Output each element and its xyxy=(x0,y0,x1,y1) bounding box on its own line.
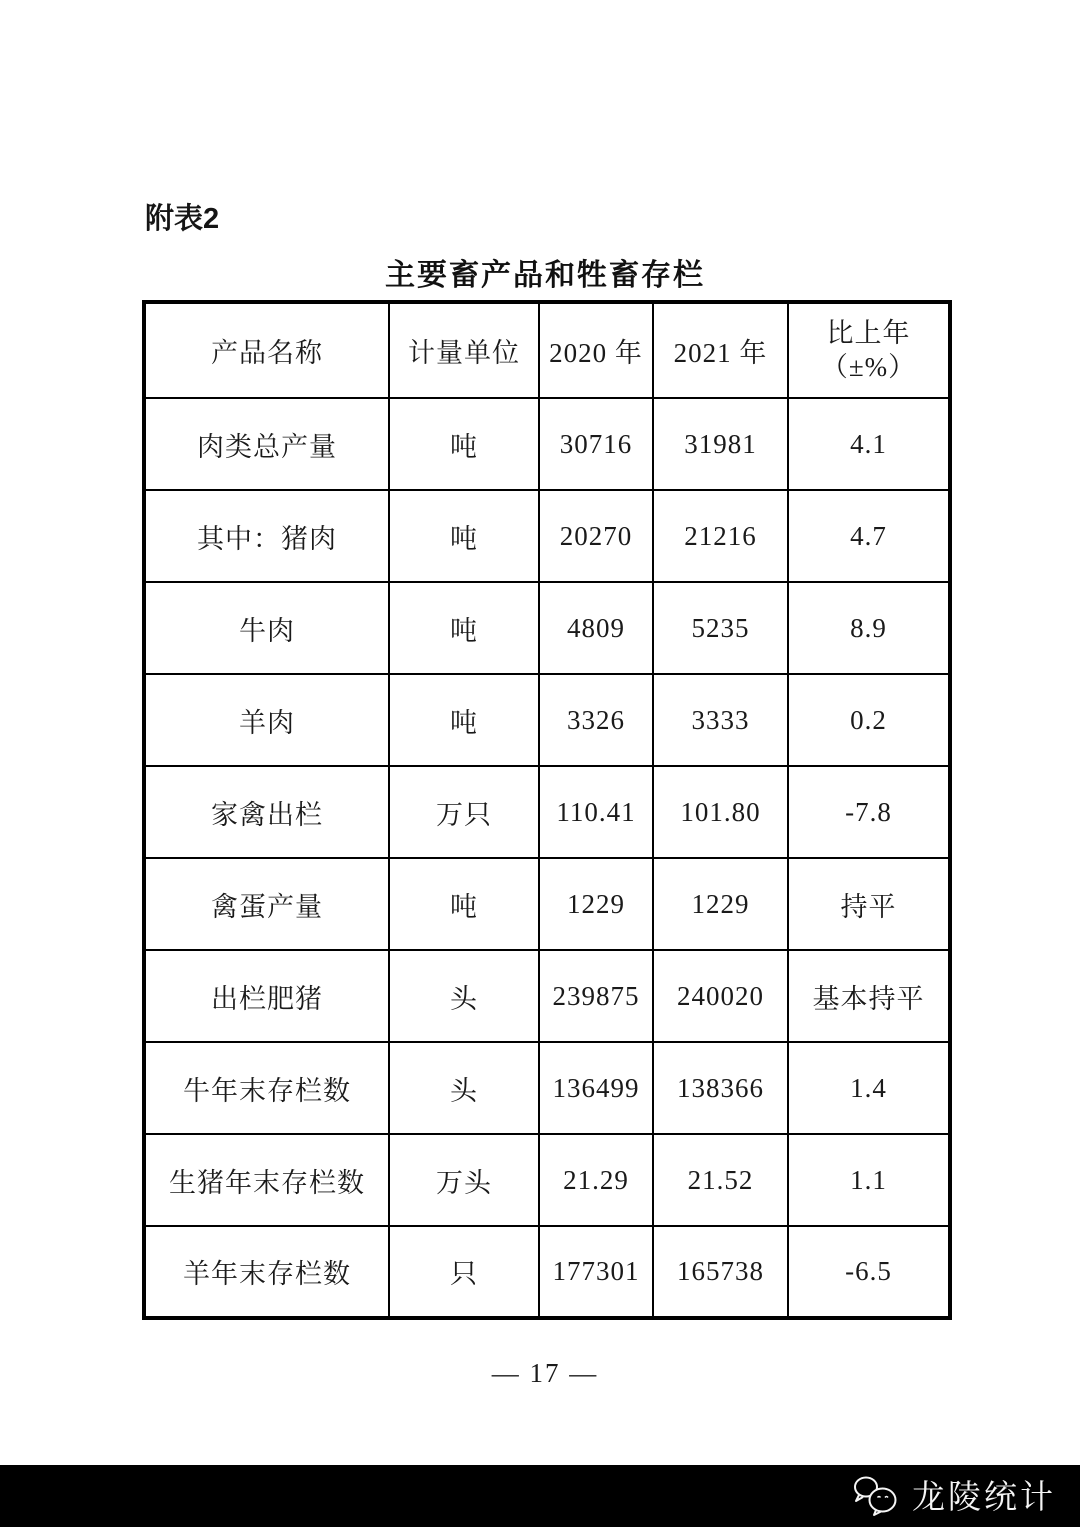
wechat-icon xyxy=(852,1474,900,1518)
cell-product-name: 羊肉 xyxy=(144,674,389,766)
table-title: 主要畜产品和牲畜存栏 xyxy=(385,259,705,292)
cell-product-name: 出栏肥猪 xyxy=(144,950,389,1042)
footer-bar xyxy=(0,1465,1080,1527)
cell-product-name: 肉类总产量 xyxy=(144,398,389,490)
cell-2020-value: 177301 xyxy=(539,1226,653,1318)
cell-2021-value: 1229 xyxy=(653,858,788,950)
cell-unit: 吨 xyxy=(389,858,539,950)
cell-2021-value: 240020 xyxy=(653,950,788,1042)
cell-2021-value: 5235 xyxy=(653,582,788,674)
cell-2020-value: 30716 xyxy=(539,398,653,490)
table-row xyxy=(144,1226,950,1318)
cell-unit: 头 xyxy=(389,1042,539,1134)
header-change-line2: （±%） xyxy=(820,351,917,382)
cell-product-name: 家禽出栏 xyxy=(144,766,389,858)
cell-2021-value: 3333 xyxy=(653,674,788,766)
header-year-2020: 2020 年 xyxy=(539,302,653,398)
cell-2021-value: 138366 xyxy=(653,1042,788,1134)
cell-product-name: 牛年末存栏数 xyxy=(144,1042,389,1134)
cell-change-value: -7.8 xyxy=(788,766,950,858)
table-row xyxy=(144,674,950,766)
header-product-name: 产品名称 xyxy=(144,302,389,398)
table-row xyxy=(144,858,950,950)
header-year-2021: 2021 年 xyxy=(653,302,788,398)
cell-2021-value: 21216 xyxy=(653,490,788,582)
cell-change-value: -6.5 xyxy=(788,1226,950,1318)
cell-change-value: 1.1 xyxy=(788,1134,950,1226)
cell-2020-value: 21.29 xyxy=(539,1134,653,1226)
table-row xyxy=(144,1134,950,1226)
cell-product-name: 羊年末存栏数 xyxy=(144,1226,389,1318)
cell-unit: 吨 xyxy=(389,674,539,766)
cell-2020-value: 136499 xyxy=(539,1042,653,1134)
livestock-products-table xyxy=(142,300,952,1320)
cell-2020-value: 20270 xyxy=(539,490,653,582)
cell-2020-value: 4809 xyxy=(539,582,653,674)
cell-change-value: 4.1 xyxy=(788,398,950,490)
cell-2020-value: 239875 xyxy=(539,950,653,1042)
cell-product-name: 生猪年末存栏数 xyxy=(144,1134,389,1226)
cell-2021-value: 21.52 xyxy=(653,1134,788,1226)
annex-label: 附表2 xyxy=(145,203,220,235)
cell-unit: 吨 xyxy=(389,490,539,582)
cell-change-value: 0.2 xyxy=(788,674,950,766)
table-header-row xyxy=(144,302,950,398)
cell-change-value: 8.9 xyxy=(788,582,950,674)
table-row xyxy=(144,582,950,674)
cell-change-value: 持平 xyxy=(788,858,950,950)
cell-unit: 吨 xyxy=(389,398,539,490)
cell-product-name: 牛肉 xyxy=(144,582,389,674)
cell-2021-value: 165738 xyxy=(653,1226,788,1318)
table-row xyxy=(144,398,950,490)
cell-product-name: 其中：猪肉 xyxy=(144,490,389,582)
page-number: — 17 — xyxy=(491,1358,599,1388)
cell-product-name: 禽蛋产量 xyxy=(144,858,389,950)
cell-unit: 只 xyxy=(389,1226,539,1318)
cell-2020-value: 110.41 xyxy=(539,766,653,858)
cell-change-value: 基本持平 xyxy=(788,950,950,1042)
table-row xyxy=(144,766,950,858)
cell-change-value: 1.4 xyxy=(788,1042,950,1134)
cell-change-value: 4.7 xyxy=(788,490,950,582)
cell-2021-value: 31981 xyxy=(653,398,788,490)
header-unit: 计量单位 xyxy=(389,302,539,398)
cell-2021-value: 101.80 xyxy=(653,766,788,858)
table-row xyxy=(144,490,950,582)
header-change-vs-prev-year xyxy=(788,302,950,398)
cell-unit: 万只 xyxy=(389,766,539,858)
cell-unit: 吨 xyxy=(389,582,539,674)
cell-2020-value: 1229 xyxy=(539,858,653,950)
table-row xyxy=(144,950,950,1042)
table-row xyxy=(144,1042,950,1134)
cell-2020-value: 3326 xyxy=(539,674,653,766)
cell-unit: 万头 xyxy=(389,1134,539,1226)
header-change-line1: 比上年 xyxy=(826,317,911,348)
watermark-text: 龙陵统计 xyxy=(912,1477,1056,1515)
cell-unit: 头 xyxy=(389,950,539,1042)
